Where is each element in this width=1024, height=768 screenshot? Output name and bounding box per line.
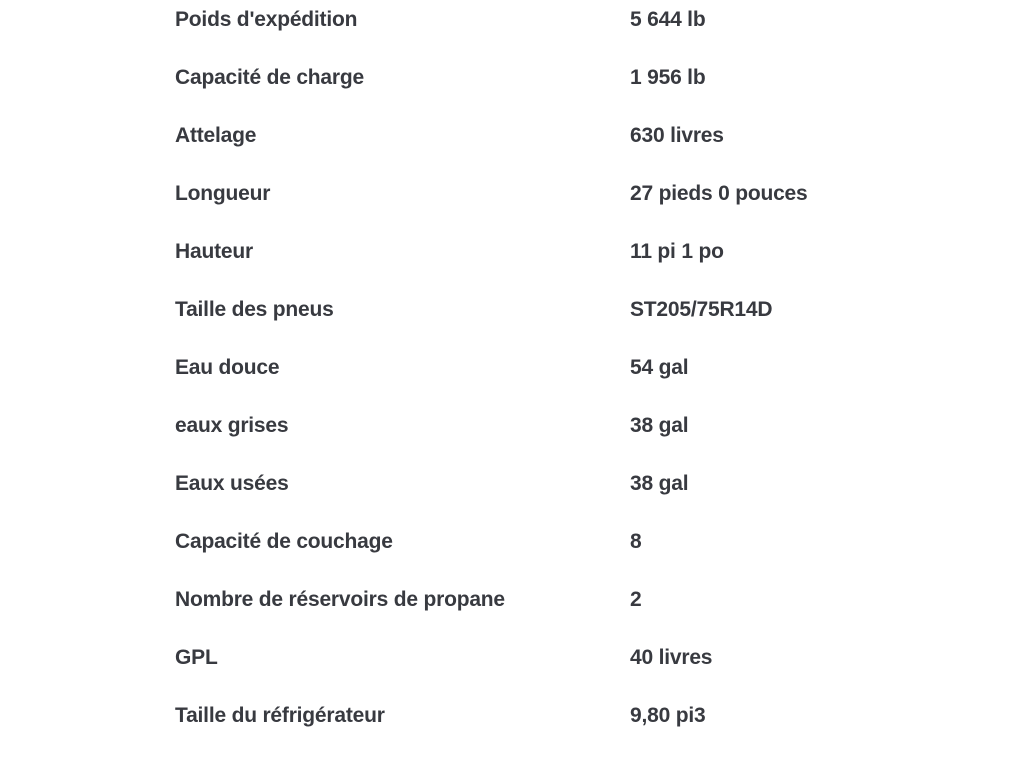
spec-row-cargo-capacity (0, 49, 1024, 107)
spec-value: 630 livres (630, 124, 724, 147)
spec-label: Nombre de réservoirs de propane (175, 588, 505, 611)
spec-row-hitch (0, 107, 1024, 165)
spec-value: 38 gal (630, 472, 689, 495)
spec-row-propane-tanks (0, 571, 1024, 629)
spec-row-shipping-weight (0, 0, 1024, 49)
spec-label: Attelage (175, 124, 257, 147)
spec-label: Taille du réfrigérateur (175, 704, 385, 727)
spec-label: Capacité de charge (175, 66, 364, 89)
spec-label: Poids d'expédition (175, 8, 358, 31)
spec-row-tire-size (0, 281, 1024, 339)
spec-value: 54 gal (630, 356, 689, 379)
spec-row-length (0, 165, 1024, 223)
spec-label: Longueur (175, 182, 271, 205)
spec-label: eaux grises (175, 414, 289, 437)
spec-value: ST205/75R14D (630, 298, 773, 321)
spec-row-lpg (0, 629, 1024, 687)
spec-label: Hauteur (175, 240, 253, 263)
spec-row-fresh-water (0, 339, 1024, 397)
spec-value: 40 livres (630, 646, 713, 669)
spec-label: Eau douce (175, 356, 280, 379)
spec-label: Taille des pneus (175, 298, 334, 321)
spec-value: 38 gal (630, 414, 689, 437)
spec-row-refrigerator-size (0, 687, 1024, 745)
spec-label: Eaux usées (175, 472, 289, 495)
spec-label: GPL (175, 646, 218, 669)
spec-label: Capacité de couchage (175, 530, 393, 553)
spec-value: 2 (630, 588, 642, 611)
spec-value: 1 956 lb (630, 66, 706, 89)
spec-value: 5 644 lb (630, 8, 706, 31)
spec-value: 8 (630, 530, 642, 553)
spec-value: 27 pieds 0 pouces (630, 182, 808, 205)
spec-row-waste-water (0, 455, 1024, 513)
spec-row-height (0, 223, 1024, 281)
spec-row-sleeping-capacity (0, 513, 1024, 571)
spec-value: 11 pi 1 po (630, 240, 724, 263)
spec-row-grey-water (0, 397, 1024, 455)
spec-value: 9,80 pi3 (630, 704, 706, 727)
